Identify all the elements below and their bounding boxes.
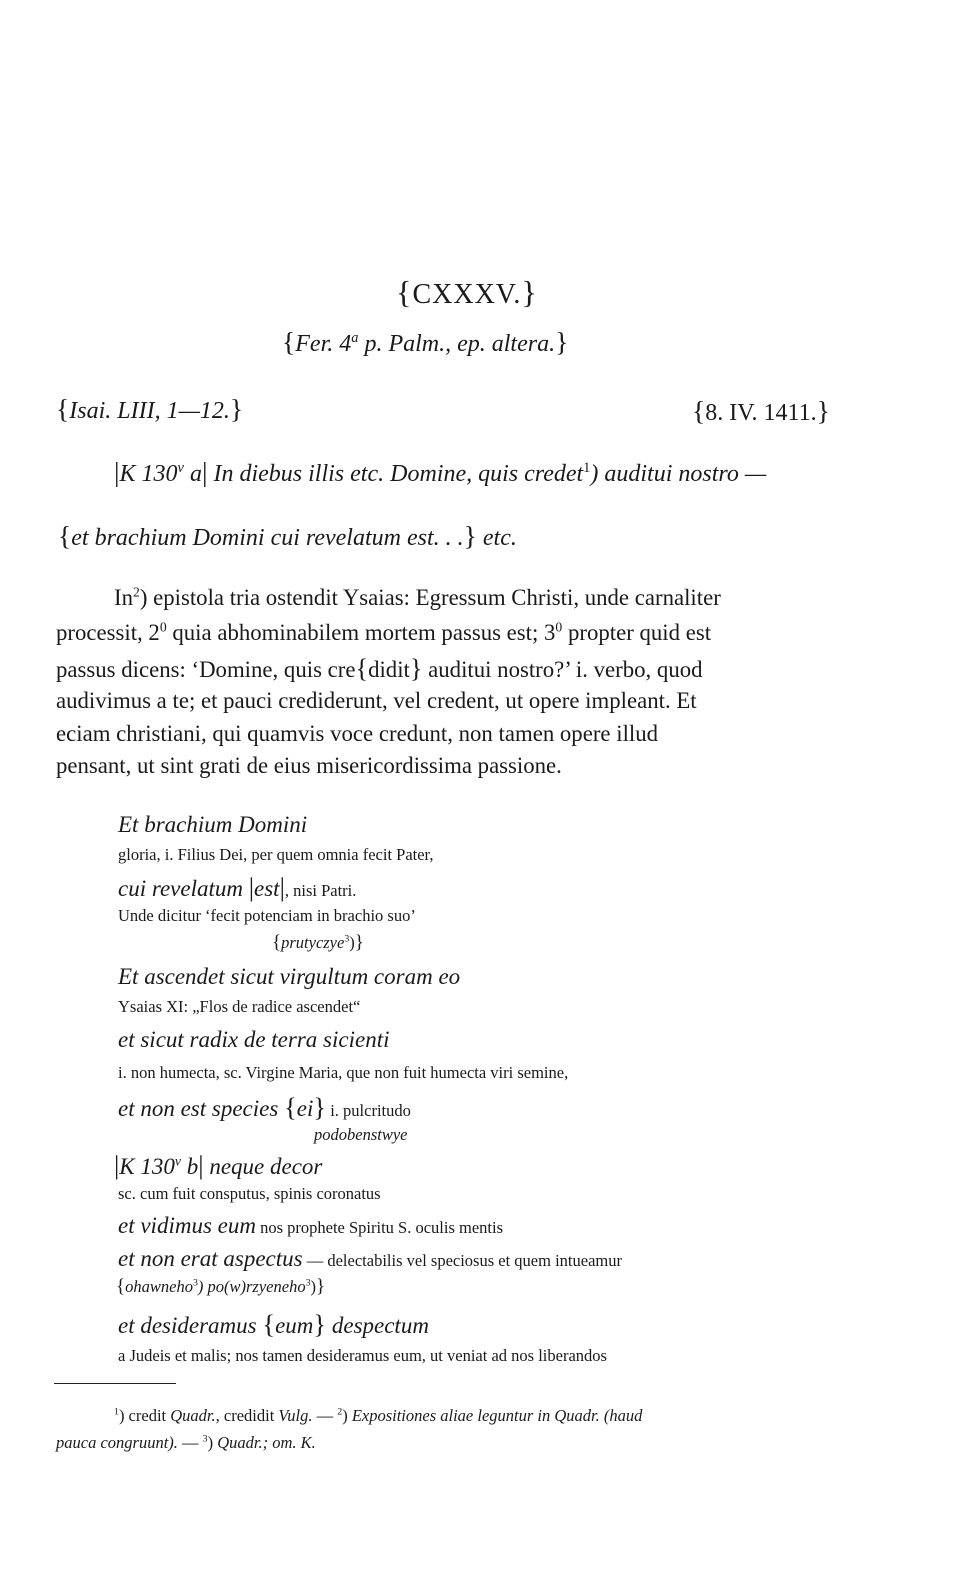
lemma-1: Et brachium Domini (118, 812, 308, 837)
lemma-5: et sicut radix de terra sicienti (118, 1027, 390, 1052)
incipit-line-2: {et brachium Domini cui revelatum est. . .} etc. (58, 520, 517, 551)
gloss-7: sc. cum fuit consputus, spinis coronatus (118, 1184, 381, 1203)
lemma-2: cui revelatum |est|, nisi Patri. (118, 872, 357, 902)
footnote-line-1: $^1$) credit Quadr., credidit Vulg. — $^2$) Expositiones aliae leguntur in Quadr. (haud (114, 1406, 643, 1425)
lemma-4: Et ascendet sicut virgultum coram eo (118, 964, 461, 989)
paragraph-line-2: processit, $2^0$ quia abhominabilem mortem passus est; $3^0$ propter quid est (56, 619, 712, 645)
gloss-1: gloria, i. Filius Dei, per quem omnia fecit Pater, (118, 845, 434, 864)
paragraph-line-3: passus dicens: ‘Domine, quis cre{didit} auditui nostro?’ i. verbo, quod (56, 654, 703, 683)
gloss-3: Unde dicitur ‘fecit potenciam in brachio suo’ (118, 906, 416, 925)
lemma-9: et non erat aspectus — delectabilis vel speciosus et quem intueamur (118, 1246, 622, 1271)
lemma-10: et desideramus {eum} despectum (118, 1309, 429, 1339)
paragraph-line-1: In$^2$) epistola tria ostendit Ysaias: Egressum Christi, unde carnaliter (114, 584, 721, 610)
incipit-line-1: |K 130$^v$ a| In diebus illis etc. Domine, quis credet$^1$) auditui nostro — (114, 456, 767, 487)
section-number: {CXXXV.} (396, 274, 538, 310)
czech-gloss-6: podobenstwye (314, 1125, 408, 1144)
footnote-line-2: pauca congruunt). — $^3$) Quadr.; om. K. (56, 1433, 316, 1452)
paragraph-line-5: eciam christiani, qui quamvis voce credunt, non tamen opere illud (56, 721, 659, 746)
lemma-7: |K 130$^v$ b| neque decor (114, 1150, 323, 1180)
lemma-8: et vidimus eum nos prophete Spiritu S. oculis mentis (118, 1213, 504, 1238)
scripture-reference: {Isai. LIII, 1—12.} (56, 393, 244, 424)
czech-gloss-3: {prutyczye$^3$)} (272, 932, 364, 953)
gloss-10: a Judeis et malis; nos tamen desideramus eum, ut veniat ad nos liberandos (118, 1346, 607, 1365)
gloss-4: Ysaias XI: „Flos de radice ascendet“ (118, 997, 361, 1016)
lemma-6: et non est species {ei} i. pulcritudo (118, 1092, 411, 1122)
paragraph-line-4: audivimus a te; et pauci crediderunt, vel credent, ut opere impleant. Et (56, 688, 697, 713)
rubric: {Fer. 4$^a$ p. Palm., ep. altera.} (282, 326, 569, 357)
footnote-rule (54, 1383, 176, 1384)
date-reference: {8. IV. 1411.} (692, 395, 830, 426)
czech-gloss-9: {ohawneho$^3$) po(w)rzyeneho$^3$)} (116, 1276, 326, 1297)
gloss-5: i. non humecta, sc. Virgine Maria, que non fuit humecta viri semine, (118, 1063, 569, 1082)
paragraph-line-6: pensant, ut sint grati de eius misericordissima passione. (56, 753, 562, 778)
